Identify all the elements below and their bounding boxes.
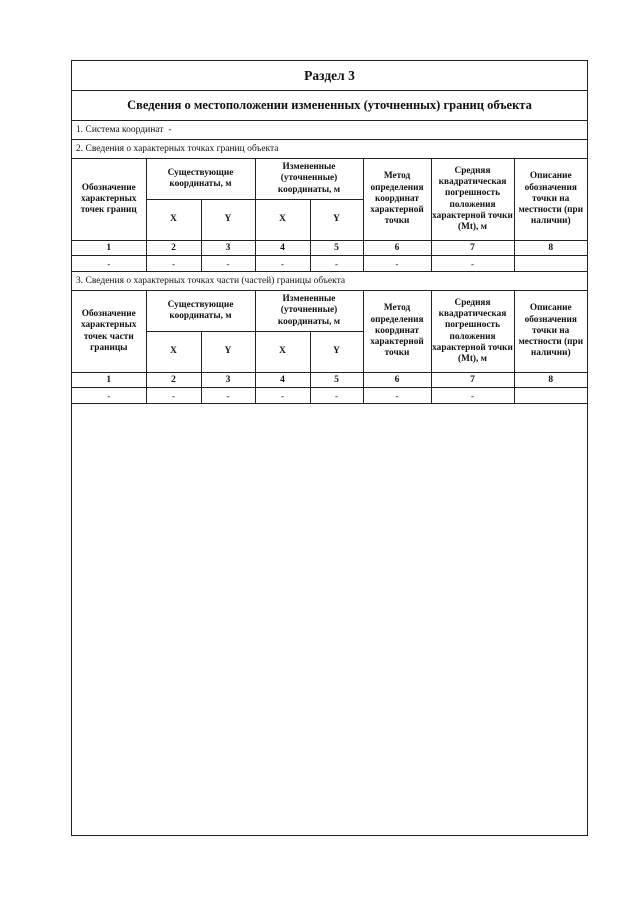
coordinate-system — [72, 121, 587, 140]
table1-col-designation: Обозначение характерных точек границ — [72, 159, 146, 241]
table2-data-cell: - — [72, 388, 146, 404]
table1-col-existing: Существующие координаты, м — [146, 159, 255, 200]
table1-data-cell: - — [72, 256, 146, 272]
table2-data-cell — [514, 388, 587, 404]
table1-col-error: Средняя квадратическая погрешность положения характерной точки (Mt), м — [431, 159, 514, 241]
table2-num-cell: 3 — [201, 373, 255, 388]
table2-num-cell: 5 — [310, 373, 363, 388]
table2-changed-y: Y — [310, 332, 363, 373]
coordinate-system-label: 1. Система координат — [76, 125, 164, 135]
table1-num-cell: 2 — [146, 241, 201, 256]
table2-data-cell: - — [363, 388, 431, 404]
table2-data-row — [72, 388, 587, 404]
table1-num-cell: 7 — [431, 241, 514, 256]
table1-data-cell: - — [431, 256, 514, 272]
section-table — [72, 61, 587, 404]
table1-num-cell: 6 — [363, 241, 431, 256]
table2-data-cell: - — [310, 388, 363, 404]
table2-data-cell: - — [146, 388, 201, 404]
table1-existing-y: Y — [201, 200, 255, 241]
table1-col-description: Описание обозначения точки на местности (при наличии) — [514, 159, 587, 241]
section-title: Раздел 3 — [72, 61, 587, 91]
table1-num-cell: 8 — [514, 241, 587, 256]
table1-data-cell: - — [310, 256, 363, 272]
section-subtitle: Сведения о местоположении измененных (уточненных) границ объекта — [72, 91, 587, 121]
table1-data-cell: - — [363, 256, 431, 272]
table2-num-cell: 7 — [431, 373, 514, 388]
table2-col-description: Описание обозначения точки на местности (при наличии) — [514, 291, 587, 373]
coordinate-system-value: - — [168, 125, 172, 135]
table2-data-cell: - — [255, 388, 310, 404]
table2-num-cell: 2 — [146, 373, 201, 388]
table1-number-row — [72, 241, 587, 256]
table1-data-cell: - — [201, 256, 255, 272]
table1-changed-y: Y — [310, 200, 363, 241]
table1-col-changed: Измененные (уточненные) координаты, м — [255, 159, 363, 200]
table1-num-cell: 5 — [310, 241, 363, 256]
table1-num-cell: 3 — [201, 241, 255, 256]
table2-caption: 3. Сведения о характерных точках части (частей) границы объекта — [72, 272, 587, 291]
table1-col-method: Метод определения координат характерной точки — [363, 159, 431, 241]
table1-num-cell: 1 — [72, 241, 146, 256]
table1-existing-x: X — [146, 200, 201, 241]
table2-num-cell: 4 — [255, 373, 310, 388]
table2-num-cell: 1 — [72, 373, 146, 388]
table2-data-cell: - — [431, 388, 514, 404]
table2-col-method: Метод определения координат характерной точки — [363, 291, 431, 373]
table2-col-designation: Обозначение характерных точек части границы — [72, 291, 146, 373]
table1-data-cell: - — [255, 256, 310, 272]
table2-number-row — [72, 373, 587, 388]
table1-data-cell — [514, 256, 587, 272]
table1-data-cell: - — [146, 256, 201, 272]
table2-existing-x: X — [146, 332, 201, 373]
table2-data-cell: - — [201, 388, 255, 404]
table1-num-cell: 4 — [255, 241, 310, 256]
table1-data-row — [72, 256, 587, 272]
page-frame — [71, 60, 588, 836]
table1-caption: 2. Сведения о характерных точках границ объекта — [72, 140, 587, 159]
table1-changed-x: X — [255, 200, 310, 241]
table2-existing-y: Y — [201, 332, 255, 373]
table2-col-error: Средняя квадратическая погрешность положения характерной точки (Mt), м — [431, 291, 514, 373]
table2-changed-x: X — [255, 332, 310, 373]
table2-num-cell: 8 — [514, 373, 587, 388]
table2-col-existing: Существующие координаты, м — [146, 291, 255, 332]
table2-num-cell: 6 — [363, 373, 431, 388]
table2-col-changed: Измененные (уточненные) координаты, м — [255, 291, 363, 332]
